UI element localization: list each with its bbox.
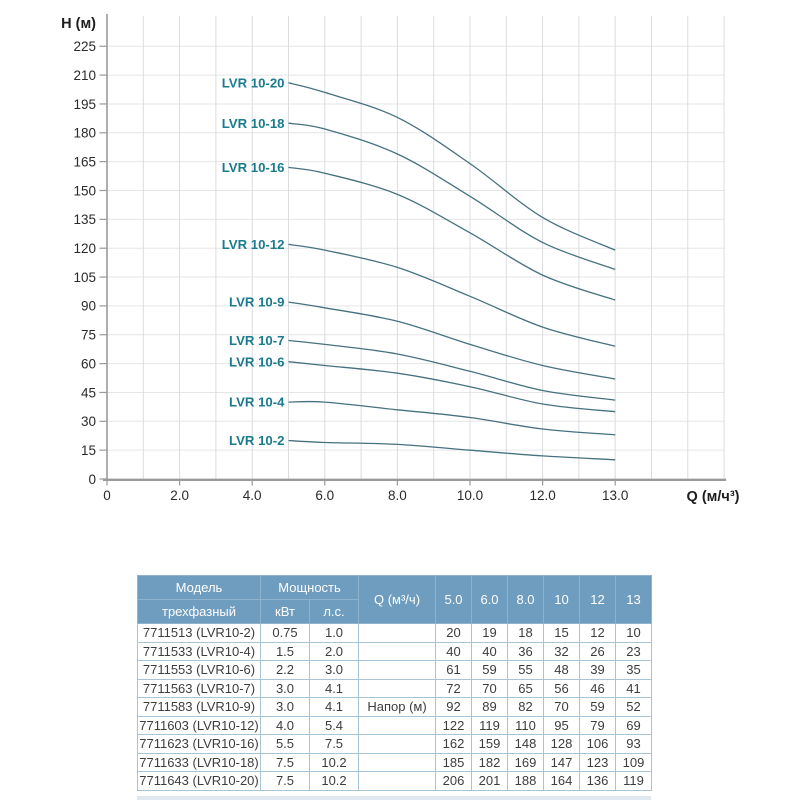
head-value-cell: 206 [436,772,472,791]
y-tick-label: 135 [73,212,96,228]
curve-lvr-10-12 [289,244,616,346]
head-value-cell: 32 [544,642,580,661]
curve-lvr-10-18 [289,123,616,269]
header-q-13: 13 [616,576,652,624]
x-axis-title: Q (м/ч³) [686,489,740,505]
y-tick-label: 60 [80,356,96,372]
head-value-cell: 89 [472,698,508,717]
head-value-cell: 95 [544,716,580,735]
power-kw-cell: 4.0 [261,716,310,735]
curve-label-lvr-10-4: LVR 10-4 [229,394,285,410]
model-cell: 7711643 (LVR10-20) [139,773,259,789]
power-kw-cell: 5.5 [261,735,310,754]
power-kw-cell: 1.5 [261,642,310,661]
head-value-cell: 147 [544,753,580,772]
table-body [138,624,652,791]
head-value-cell: 69 [616,716,652,735]
curve-label-lvr-10-12: LVR 10-12 [221,236,285,252]
model-cell: 7711583 (LVR10-9) [138,698,261,717]
head-value-cell: 185 [436,753,472,772]
x-tick-label: 0 [103,488,111,503]
y-tick-label: 75 [80,327,96,343]
head-value-cell: 128 [544,735,580,754]
head-value-cell: 15 [544,624,580,643]
header-q-6.0: 6.0 [472,576,508,624]
y-tick-label: 210 [73,67,96,83]
head-unit-cell [359,735,436,754]
head-value-cell: 36 [508,642,544,661]
y-tick-label: 45 [80,385,96,401]
model-cell: 7711513 (LVR10-2) [138,624,261,643]
power-hp-cell: 10.2 [310,753,359,772]
head-unit-cell [359,624,436,643]
head-value-cell: 40 [436,642,472,661]
head-value-cell: 59 [472,661,508,680]
head-unit-cell [359,642,436,661]
x-tick-label: 12.0 [529,488,556,503]
head-value-cell: 169 [508,753,544,772]
head-value-cell: 20 [436,624,472,643]
table-row [138,679,652,698]
cropped-next-section-edge [137,796,651,800]
power-hp-cell: 7.5 [310,735,359,754]
head-value-cell: 10 [616,624,652,643]
x-tick-label: 8.0 [388,488,407,503]
curve-label-lvr-10-9: LVR 10-9 [229,294,285,310]
head-unit-cell [359,772,436,791]
y-tick-label: 150 [73,183,96,199]
head-value-cell: 39 [580,661,616,680]
head-unit-cell [359,679,436,698]
head-value-cell: 19 [472,624,508,643]
model-cell: 7711553 (LVR10-6) [138,661,261,680]
x-tick-label: 2.0 [170,488,189,503]
y-tick-label: 15 [80,442,96,458]
model-cell: 7711533 (LVR10-4) [138,642,261,661]
y-tick-label: 180 [73,125,96,141]
y-tick-label: 90 [80,298,96,314]
header-model: Модель [138,576,261,600]
head-value-cell: 148 [508,735,544,754]
head-value-cell: 82 [508,698,544,717]
power-hp-cell: 4.1 [310,698,359,717]
head-value-cell: 162 [436,735,472,754]
table-row [138,698,652,717]
head-unit-cell [359,753,436,772]
power-kw-cell: 3.0 [261,679,310,698]
header-q-8.0: 8.0 [508,576,544,624]
table-row [138,642,652,661]
head-value-cell: 119 [472,716,508,735]
head-value-cell: 72 [436,679,472,698]
curve-label-lvr-10-20: LVR 10-20 [221,75,285,91]
head-value-cell: 61 [436,661,472,680]
header-power: Мощность [261,576,359,600]
y-tick-label: 195 [73,96,96,112]
chart-axes [103,14,726,480]
head-value-cell: 40 [472,642,508,661]
chart-ticks [73,39,628,503]
head-value-cell: 70 [544,698,580,717]
power-hp-cell: 2.0 [310,642,359,661]
head-value-cell: 110 [508,716,544,735]
head-value-cell: 55 [508,661,544,680]
head-value-cell: 23 [616,642,652,661]
power-kw-cell: 2.2 [261,661,310,680]
head-value-cell: 123 [580,753,616,772]
head-value-cell: 122 [436,716,472,735]
head-value-cell: 41 [616,679,652,698]
head-value-cell: 136 [580,772,616,791]
head-value-cell: 188 [508,772,544,791]
model-cell: 7711603 (LVR10-12) [139,717,259,733]
head-unit-cell [359,661,436,680]
header-phase: трехфазный [138,600,261,624]
power-hp-cell: 3.0 [310,661,359,680]
head-value-cell: 46 [580,679,616,698]
pump-specs-table [137,575,652,791]
curve-lvr-10-6 [289,362,616,412]
table-row [138,624,652,643]
y-tick-label: 105 [73,269,96,285]
head-value-cell: 182 [472,753,508,772]
header-q-12: 12 [580,576,616,624]
head-value-cell: 12 [580,624,616,643]
curve-lvr-10-20 [289,83,616,250]
power-kw-cell: 7.5 [261,772,310,791]
head-value-cell: 59 [580,698,616,717]
header-kw: кВт [261,600,310,624]
table-row [138,716,652,735]
model-cell: 7711563 (LVR10-7) [138,679,261,698]
head-unit-cell: Напор (м) [359,698,436,717]
model-cell: 7711623 (LVR10-16) [139,736,259,752]
power-kw-cell: 7.5 [261,753,310,772]
table-row [138,735,652,754]
header-hp: л.с. [310,600,359,624]
head-value-cell: 159 [472,735,508,754]
x-tick-label: 4.0 [242,488,262,503]
y-tick-label: 165 [73,154,96,170]
power-hp-cell: 1.0 [310,624,359,643]
head-value-cell: 106 [580,735,616,754]
y-tick-label: 30 [80,414,96,430]
head-value-cell: 92 [436,698,472,717]
head-value-cell: 70 [472,679,508,698]
x-tick-label: 10.0 [456,488,484,503]
head-value-cell: 65 [508,679,544,698]
table-row [138,661,652,680]
power-kw-cell: 0.75 [261,624,310,643]
head-value-cell: 26 [580,642,616,661]
head-value-cell: 201 [472,772,508,791]
curve-label-lvr-10-18: LVR 10-18 [221,115,285,131]
header-q-10: 10 [544,576,580,624]
power-hp-cell: 10.2 [310,772,359,791]
curve-lvr-10-16 [289,167,616,300]
chart-grid [107,16,724,479]
x-tick-label: 6.0 [315,488,335,503]
head-value-cell: 109 [616,753,652,772]
power-hp-cell: 4.1 [310,679,359,698]
power-kw-cell: 3.0 [261,698,310,717]
power-hp-cell: 5.4 [310,716,359,735]
head-value-cell: 93 [616,735,652,754]
head-value-cell: 18 [508,624,544,643]
curve-label-lvr-10-2: LVR 10-2 [229,433,285,449]
x-tick-label: 13.0 [602,488,629,503]
y-tick-label: 225 [73,39,96,55]
curve-label-lvr-10-7: LVR 10-7 [229,333,285,349]
head-value-cell: 164 [544,772,580,791]
curve-label-lvr-10-6: LVR 10-6 [229,354,285,370]
head-value-cell: 48 [544,661,580,680]
head-value-cell: 119 [616,772,652,791]
head-unit-cell [359,716,436,735]
table-header [138,576,652,624]
table-row [138,772,652,791]
head-value-cell: 52 [616,698,652,717]
head-value-cell: 56 [544,679,580,698]
y-tick-label: 120 [73,241,96,257]
head-value-cell: 35 [616,661,652,680]
y-tick-label: 0 [88,471,96,487]
head-value-cell: 79 [580,716,616,735]
table-row [138,753,652,772]
model-cell: 7711633 (LVR10-18) [139,754,259,770]
y-axis-title: Н (м) [61,16,96,32]
header-q-5.0: 5.0 [436,576,472,624]
curve-label-lvr-10-16: LVR 10-16 [221,160,285,176]
curve-lvr-10-9 [289,302,616,379]
header-flow-q: Q (м³/ч) [359,576,436,624]
